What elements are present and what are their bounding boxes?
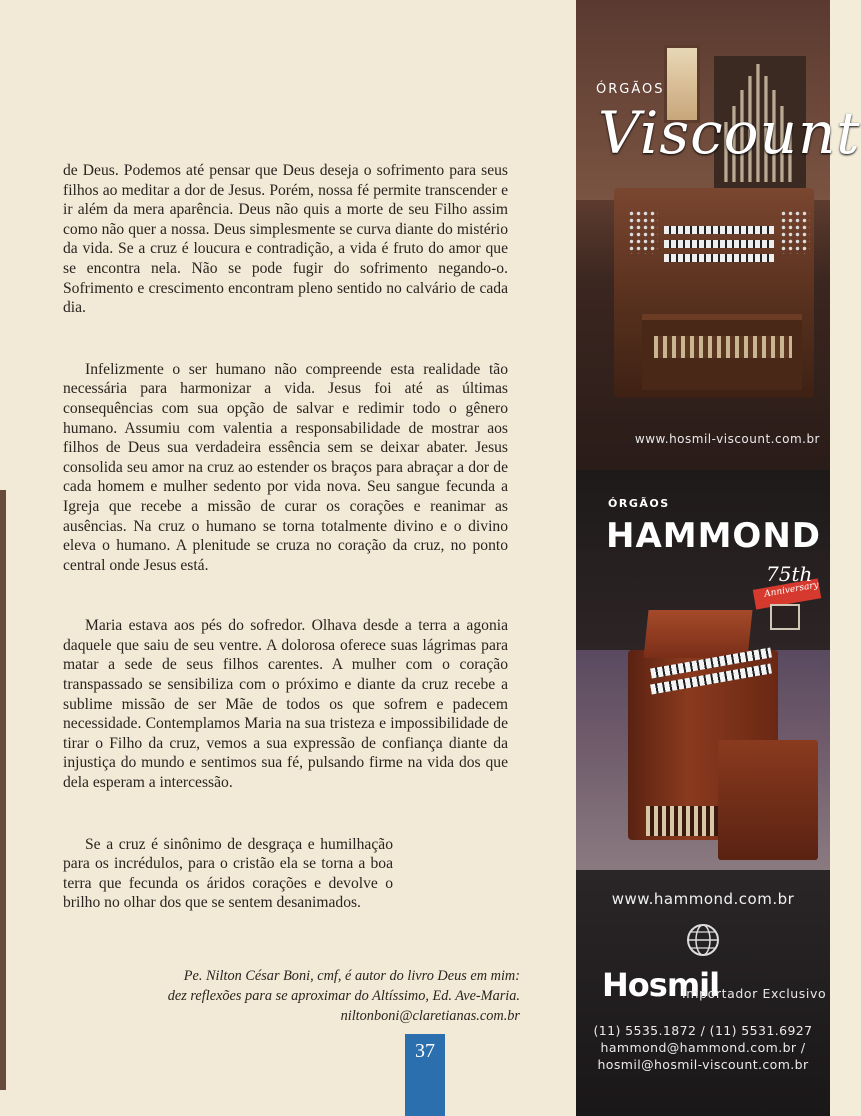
hosmil-logo: Hosmil (602, 966, 720, 1004)
importer-tagline: Importador Exclusivo (682, 986, 827, 1001)
hammond-url[interactable]: www.hammond.com.br (611, 890, 795, 908)
page-number: 37 (405, 1034, 445, 1116)
email-line-1[interactable]: hammond@hammond.com.br / (600, 1040, 806, 1055)
music-rest (643, 610, 752, 658)
author-email: niltonboni@claretianas.com.br (340, 1008, 520, 1024)
keyboard-manual (664, 240, 774, 248)
keyboard-manual (664, 226, 774, 234)
author-credit (120, 966, 520, 1026)
email-line-2[interactable]: hosmil@hosmil-viscount.com.br (597, 1057, 809, 1072)
anniversary-number: 75th (766, 562, 813, 586)
article-paragraph-4: Se a cruz é sinônimo de desgraça e humilhação para os incrédulos, para o cristão ela se torna a boa terra que fecunda os áridos corações e devolve o brilho no olhar dos que se sentem desanimados. (63, 835, 393, 912)
page-spine-edge (0, 490, 6, 1090)
globe-icon (683, 920, 723, 960)
advertisement (576, 0, 861, 1116)
article-body (63, 161, 508, 913)
author-credit-line-2: dez reflexões para se aproximar do Altíssimo, Ed. Ave-Maria. (167, 988, 520, 1004)
article-paragraph-1: de Deus. Podemos até pensar que Deus deseja o sofrimento para seus filhos ao meditar a dor de Jesus. Porém, nossa fé permite transcender e ir além da mera aparência. Deus não quis a morte de seu Filho assim como não quer a nossa. Deus simplesmente se curva diante do mistério da vida. Se a cruz é loucura e contradição, a vida é fruto do amor que se encontra nela. Não se pode fugir do sofrimento negando-o. Sofrimento e crescimento encontram pleno sentido no calvário de cada dia. (63, 162, 508, 317)
stop-knobs-left (628, 210, 658, 254)
hammond-organ-image (600, 610, 800, 860)
viscount-category-label: ÓRGÃOS (596, 82, 665, 97)
hammond-logo: HAMMOND (606, 516, 822, 556)
keyboard-manual (664, 254, 774, 262)
anniversary-text: Anniversary (763, 580, 820, 600)
article-paragraph-2: Infelizmente o ser humano não compreende esta realidade tão necessária para harmonizar a vida. Jesus foi até as últimas consequências com sua opção de salvar e redimir todo o gênero humano. Assumiu com valentia a responsabilidade de mostrar aos filhos de Deus sua verdadeira essência sem se deixar abater. Jesus consolida seu amor na cruz ao estender os braços para abraçar a dor de cada homem e mulher sedento por vida nova. Seu sangue fecunda a Igreja que recebe a missão de curar os corações e reanimar as ausências. Na cruz o humano se torna totalmente divino e o divino eleva o humano. A plenitude se cruza no coração da cruz, no ponto central onde Jesus está. (63, 360, 508, 574)
article-paragraph-3: Maria estava aos pés do sofredor. Olhava desde a terra a agonia daquele que saiu de seu ventre. A dolorosa oferece suas lágrimas para matar a sede de seus filhos carentes. A mulher com o coração transpassado se sensibiliza com o próximo e diante da cruz recebe a sublime missão de ser Mãe de todos os que sofrem e padecem necessidade. Contemplamos Maria na sua tristeza e impossibilidade de tirar o Filho da cruz, vemos a sua expressão de confiança diante da injustiça do mundo e sentimos sua fé, pulsando firme na vida dos que dela esperam a intercessão. (63, 617, 508, 792)
pedalboard (654, 336, 792, 358)
phone-numbers: (11) 5535.1872 / (11) 5531.6927 (593, 1023, 813, 1038)
hammond-category-label: ÓRGÃOS (608, 497, 670, 510)
author-credit-line-1: Pe. Nilton César Boni, cmf, é autor do livro Deus em mim: (183, 968, 520, 984)
viscount-organ-image (614, 188, 814, 398)
importer-contact (576, 1022, 830, 1073)
viscount-logo: Viscount (598, 99, 861, 167)
viscount-url[interactable]: www.hosmil-viscount.com.br (634, 432, 820, 446)
stop-knobs-right (780, 210, 810, 254)
organ-bench (718, 740, 818, 860)
